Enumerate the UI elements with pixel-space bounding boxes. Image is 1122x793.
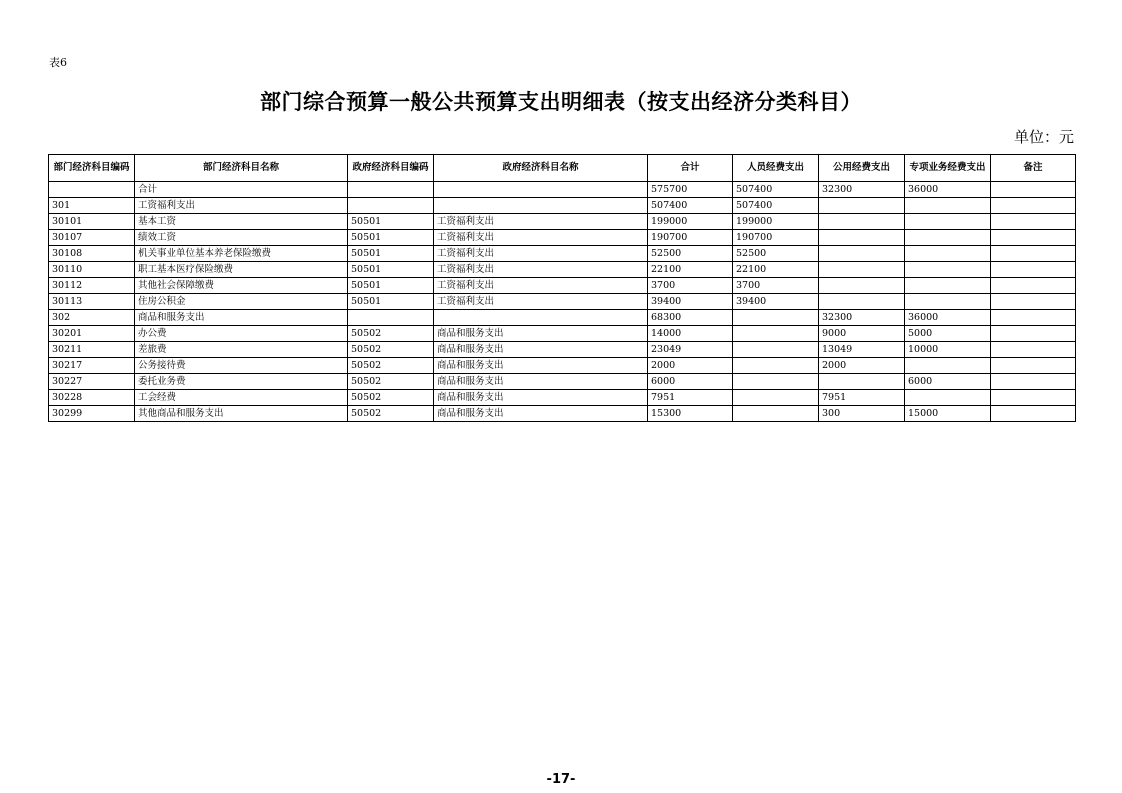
remark-cell — [991, 326, 1076, 342]
remark-cell — [991, 182, 1076, 198]
personnel-cell — [733, 406, 819, 422]
gov-name-cell — [434, 182, 648, 198]
dept-code-cell: 30113 — [49, 294, 135, 310]
unit-label: 单位：元 — [1013, 128, 1074, 146]
gov-code-cell: 50502 — [348, 358, 434, 374]
personnel-cell — [733, 310, 819, 326]
dept-name-cell: 绩效工资 — [135, 230, 348, 246]
public-cell — [819, 230, 905, 246]
gov-code-cell — [348, 310, 434, 326]
dept-name-cell: 职工基本医疗保险缴费 — [135, 262, 348, 278]
gov-name-cell: 工资福利支出 — [434, 214, 648, 230]
special-cell: 5000 — [905, 326, 991, 342]
table-header-row — [49, 155, 1076, 182]
special-cell: 10000 — [905, 342, 991, 358]
table-row — [49, 310, 1076, 326]
special-cell — [905, 246, 991, 262]
remark-cell — [991, 406, 1076, 422]
special-cell — [905, 198, 991, 214]
personnel-cell — [733, 326, 819, 342]
personnel-cell: 507400 — [733, 198, 819, 214]
dept-name-cell: 合计 — [135, 182, 348, 198]
dept-code-cell: 302 — [49, 310, 135, 326]
table-row — [49, 358, 1076, 374]
table-row — [49, 278, 1076, 294]
dept-name-cell: 其他社会保障缴费 — [135, 278, 348, 294]
total-cell: 39400 — [648, 294, 733, 310]
dept-name-cell: 基本工资 — [135, 214, 348, 230]
total-cell: 575700 — [648, 182, 733, 198]
public-cell — [819, 374, 905, 390]
dept-code-cell — [49, 182, 135, 198]
gov-code-cell: 50502 — [348, 342, 434, 358]
gov-code-cell: 50501 — [348, 294, 434, 310]
remark-cell — [991, 198, 1076, 214]
remark-cell — [991, 342, 1076, 358]
dept-code-cell: 30101 — [49, 214, 135, 230]
remark-cell — [991, 374, 1076, 390]
dept-name-cell: 差旅费 — [135, 342, 348, 358]
table-row — [49, 390, 1076, 406]
gov-code-cell — [348, 198, 434, 214]
special-cell: 36000 — [905, 310, 991, 326]
personnel-cell: 190700 — [733, 230, 819, 246]
total-cell: 22100 — [648, 262, 733, 278]
gov-name-cell: 商品和服务支出 — [434, 390, 648, 406]
gov-name-cell: 工资福利支出 — [434, 246, 648, 262]
remark-cell — [991, 310, 1076, 326]
dept-name-cell: 其他商品和服务支出 — [135, 406, 348, 422]
gov-name-cell: 商品和服务支出 — [434, 406, 648, 422]
public-cell — [819, 246, 905, 262]
dept-name-cell: 住房公积金 — [135, 294, 348, 310]
special-cell — [905, 214, 991, 230]
table-number-label: 表6 — [49, 56, 67, 69]
remark-cell — [991, 246, 1076, 262]
personnel-cell — [733, 390, 819, 406]
gov-name-cell: 商品和服务支出 — [434, 326, 648, 342]
table-row — [49, 294, 1076, 310]
dept-code-cell: 30299 — [49, 406, 135, 422]
personnel-cell: 3700 — [733, 278, 819, 294]
column-header-public: 公用经费支出 — [819, 155, 905, 182]
public-cell: 13049 — [819, 342, 905, 358]
gov-name-cell: 工资福利支出 — [434, 278, 648, 294]
column-header-gov-code: 政府经济科目编码 — [348, 155, 434, 182]
special-cell: 36000 — [905, 182, 991, 198]
gov-code-cell: 50502 — [348, 390, 434, 406]
column-header-remark: 备注 — [991, 155, 1076, 182]
column-header-gov-name: 政府经济科目名称 — [434, 155, 648, 182]
total-cell: 199000 — [648, 214, 733, 230]
column-header-dept-name: 部门经济科目名称 — [135, 155, 348, 182]
gov-name-cell: 工资福利支出 — [434, 262, 648, 278]
public-cell — [819, 294, 905, 310]
public-cell: 32300 — [819, 182, 905, 198]
table-row — [49, 342, 1076, 358]
personnel-cell: 507400 — [733, 182, 819, 198]
table-row — [49, 374, 1076, 390]
total-cell: 68300 — [648, 310, 733, 326]
personnel-cell: 22100 — [733, 262, 819, 278]
dept-name-cell: 工资福利支出 — [135, 198, 348, 214]
column-header-dept-code: 部门经济科目编码 — [49, 155, 135, 182]
special-cell — [905, 262, 991, 278]
table-row — [49, 326, 1076, 342]
public-cell: 32300 — [819, 310, 905, 326]
personnel-cell: 199000 — [733, 214, 819, 230]
gov-name-cell: 工资福利支出 — [434, 230, 648, 246]
public-cell: 2000 — [819, 358, 905, 374]
special-cell — [905, 294, 991, 310]
remark-cell — [991, 214, 1076, 230]
dept-name-cell: 委托业务费 — [135, 374, 348, 390]
personnel-cell — [733, 358, 819, 374]
special-cell — [905, 390, 991, 406]
gov-code-cell: 50501 — [348, 278, 434, 294]
column-header-personnel: 人员经费支出 — [733, 155, 819, 182]
total-cell: 52500 — [648, 246, 733, 262]
dept-code-cell: 30112 — [49, 278, 135, 294]
total-cell: 3700 — [648, 278, 733, 294]
dept-name-cell: 办公费 — [135, 326, 348, 342]
gov-code-cell: 50502 — [348, 406, 434, 422]
budget-detail-table — [48, 154, 1076, 422]
special-cell — [905, 230, 991, 246]
remark-cell — [991, 294, 1076, 310]
gov-code-cell: 50501 — [348, 262, 434, 278]
personnel-cell: 39400 — [733, 294, 819, 310]
gov-name-cell: 工资福利支出 — [434, 294, 648, 310]
dept-code-cell: 30228 — [49, 390, 135, 406]
personnel-cell — [733, 342, 819, 358]
special-cell — [905, 278, 991, 294]
table-row — [49, 406, 1076, 422]
table-row — [49, 230, 1076, 246]
table-row — [49, 262, 1076, 278]
gov-code-cell: 50501 — [348, 246, 434, 262]
public-cell — [819, 278, 905, 294]
remark-cell — [991, 358, 1076, 374]
personnel-cell: 52500 — [733, 246, 819, 262]
gov-name-cell — [434, 310, 648, 326]
dept-code-cell: 30110 — [49, 262, 135, 278]
gov-code-cell: 50501 — [348, 230, 434, 246]
dept-code-cell: 30211 — [49, 342, 135, 358]
dept-code-cell: 30201 — [49, 326, 135, 342]
total-cell: 507400 — [648, 198, 733, 214]
public-cell: 9000 — [819, 326, 905, 342]
page-title: 部门综合预算一般公共预算支出明细表（按支出经济分类科目） — [260, 89, 862, 114]
total-cell: 15300 — [648, 406, 733, 422]
gov-code-cell: 50502 — [348, 326, 434, 342]
dept-name-cell: 公务接待费 — [135, 358, 348, 374]
dept-name-cell: 机关事业单位基本养老保险缴费 — [135, 246, 348, 262]
public-cell — [819, 262, 905, 278]
personnel-cell — [733, 374, 819, 390]
gov-name-cell: 商品和服务支出 — [434, 374, 648, 390]
gov-code-cell: 50501 — [348, 214, 434, 230]
dept-code-cell: 30217 — [49, 358, 135, 374]
remark-cell — [991, 230, 1076, 246]
dept-code-cell: 30108 — [49, 246, 135, 262]
special-cell: 6000 — [905, 374, 991, 390]
remark-cell — [991, 262, 1076, 278]
total-cell: 7951 — [648, 390, 733, 406]
public-cell — [819, 214, 905, 230]
total-cell: 23049 — [648, 342, 733, 358]
table-row — [49, 246, 1076, 262]
column-header-total: 合计 — [648, 155, 733, 182]
total-cell: 2000 — [648, 358, 733, 374]
special-cell — [905, 358, 991, 374]
public-cell: 300 — [819, 406, 905, 422]
total-cell: 14000 — [648, 326, 733, 342]
gov-code-cell: 50502 — [348, 374, 434, 390]
table-row — [49, 182, 1076, 198]
total-cell: 190700 — [648, 230, 733, 246]
page-number: -17- — [546, 772, 576, 787]
total-cell: 6000 — [648, 374, 733, 390]
dept-name-cell: 工会经费 — [135, 390, 348, 406]
public-cell — [819, 198, 905, 214]
special-cell: 15000 — [905, 406, 991, 422]
table-body — [49, 182, 1076, 422]
table-row — [49, 198, 1076, 214]
dept-code-cell: 301 — [49, 198, 135, 214]
remark-cell — [991, 278, 1076, 294]
table-row — [49, 214, 1076, 230]
gov-name-cell: 商品和服务支出 — [434, 358, 648, 374]
dept-code-cell: 30227 — [49, 374, 135, 390]
remark-cell — [991, 390, 1076, 406]
gov-code-cell — [348, 182, 434, 198]
dept-name-cell: 商品和服务支出 — [135, 310, 348, 326]
gov-name-cell — [434, 198, 648, 214]
column-header-special: 专项业务经费支出 — [905, 155, 991, 182]
dept-code-cell: 30107 — [49, 230, 135, 246]
public-cell: 7951 — [819, 390, 905, 406]
gov-name-cell: 商品和服务支出 — [434, 342, 648, 358]
